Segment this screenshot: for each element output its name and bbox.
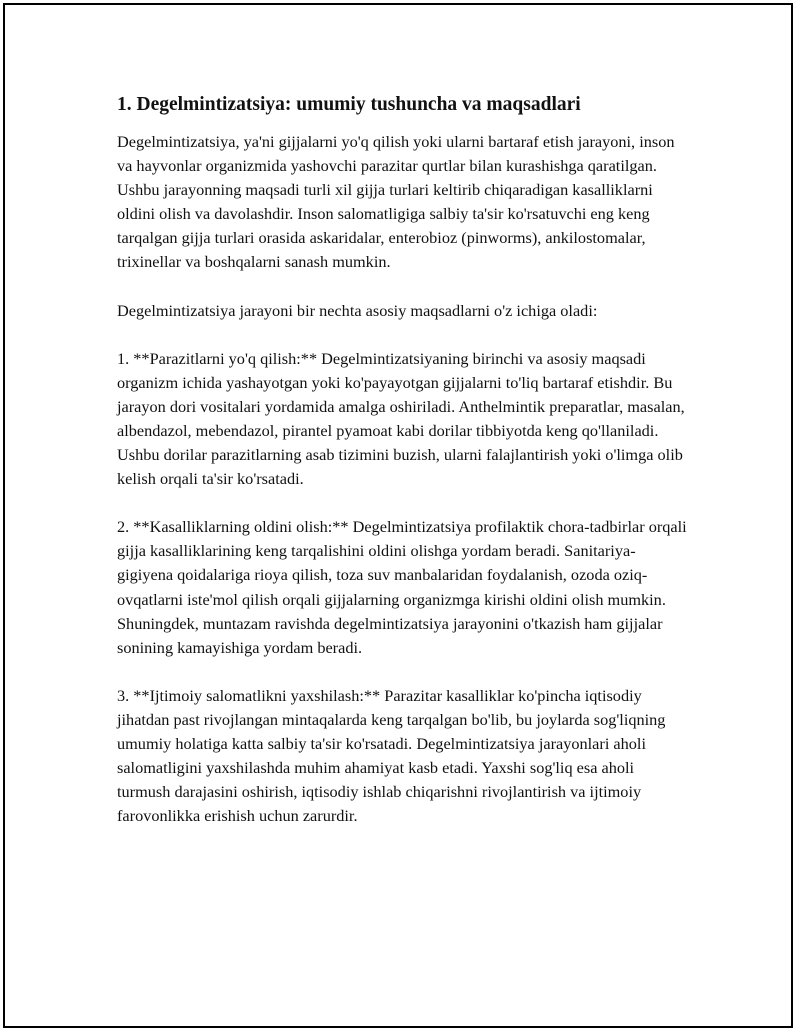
document-body	[117, 92, 687, 852]
goal-1-paragraph: 1. **Parazitlarni yo'q qilish:** Degelmintizatsiyaning birinchi va asosiy maqsadi organizm ichida yashayotgan yoki ko'payayotgan gijjalarni to'liq bartaraf etishdir. Bu jarayon dori vositalari yordamida amalga oshiriladi. Anthelmintik preparatlar, masalan, albendazol, mebendazol, pirantel pyamoat kabi dorilar tibbiyotda keng qo'llaniladi. Ushbu dorilar parazitlarning asab tizimini buzish, ularni falajlantirish yoki o'limga olib kelish orqali ta'sir ko'rsatadi.	[117, 348, 685, 489]
section-heading: 1. Degelmintizatsiya: umumiy tushuncha va maqsadlari	[117, 94, 581, 115]
goal-2-paragraph: 2. **Kasalliklarning oldini olish:** Degelmintizatsiya profilaktik chora-tadbirlar orqali gijja kasalliklarining keng tarqalishini oldini olishga yordam beradi. Sanitariya-gigiyena qoidalariga rioya qilish, toza suv manbalaridan foydalanish, ozoda oziq-ovqatlarni iste'mol qilish orqali gijjalarning organizmga kirishi oldini olish mumkin. Shuningdek, muntazam ravishda degelmintizatsiya jarayonini o'tkazish ham gijjalar sonining kamayishiga yordam beradi.	[117, 517, 687, 657]
goals-lead-paragraph: Degelmintizatsiya jarayoni bir nechta asosiy maqsadlarni o'z ichiga oladi:	[117, 300, 598, 320]
intro-paragraph: Degelmintizatsiya, ya'ni gijjalarni yo'q qilish yoki ularni bartaraf etish jarayoni, inson va hayvonlar organizmida yashovchi parazitar qurtlar bilan kurashishga qaratilgan. Ushbu jarayonning maqsadi turli xil gijja turlari keltirib chiqaradigan kasalliklarni oldini olish va davolashdir. Inson salomatligiga salbiy ta'sir ko'rsatuvchi eng keng tarqalgan gijja turlari orasida askaridalar, enterobioz (pinworms), ankilostomalar, trixinellar va boshqalarni sanash mumkin.	[117, 132, 675, 272]
goal-3-paragraph: 3. **Ijtimoiy salomatlikni yaxshilash:** Parazitar kasalliklar ko'pincha iqtisodiy jihatdan past rivojlangan mintaqalarda keng tarqalgan bo'lib, bu joylarda sog'liqning umumiy holatiga katta salbiy ta'sir ko'rsatadi. Degelmintizatsiya jarayonlari aholi salomatligini yaxshilashda muhim ahamiyat kasb etadi. Yaxshi sog'liq esa aholi turmush darajasini oshirish, iqtisodiy ishlab chiqarishni rivojlantirish va ijtimoiy farovonlikka erishish uchun zarurdir.	[117, 685, 666, 826]
